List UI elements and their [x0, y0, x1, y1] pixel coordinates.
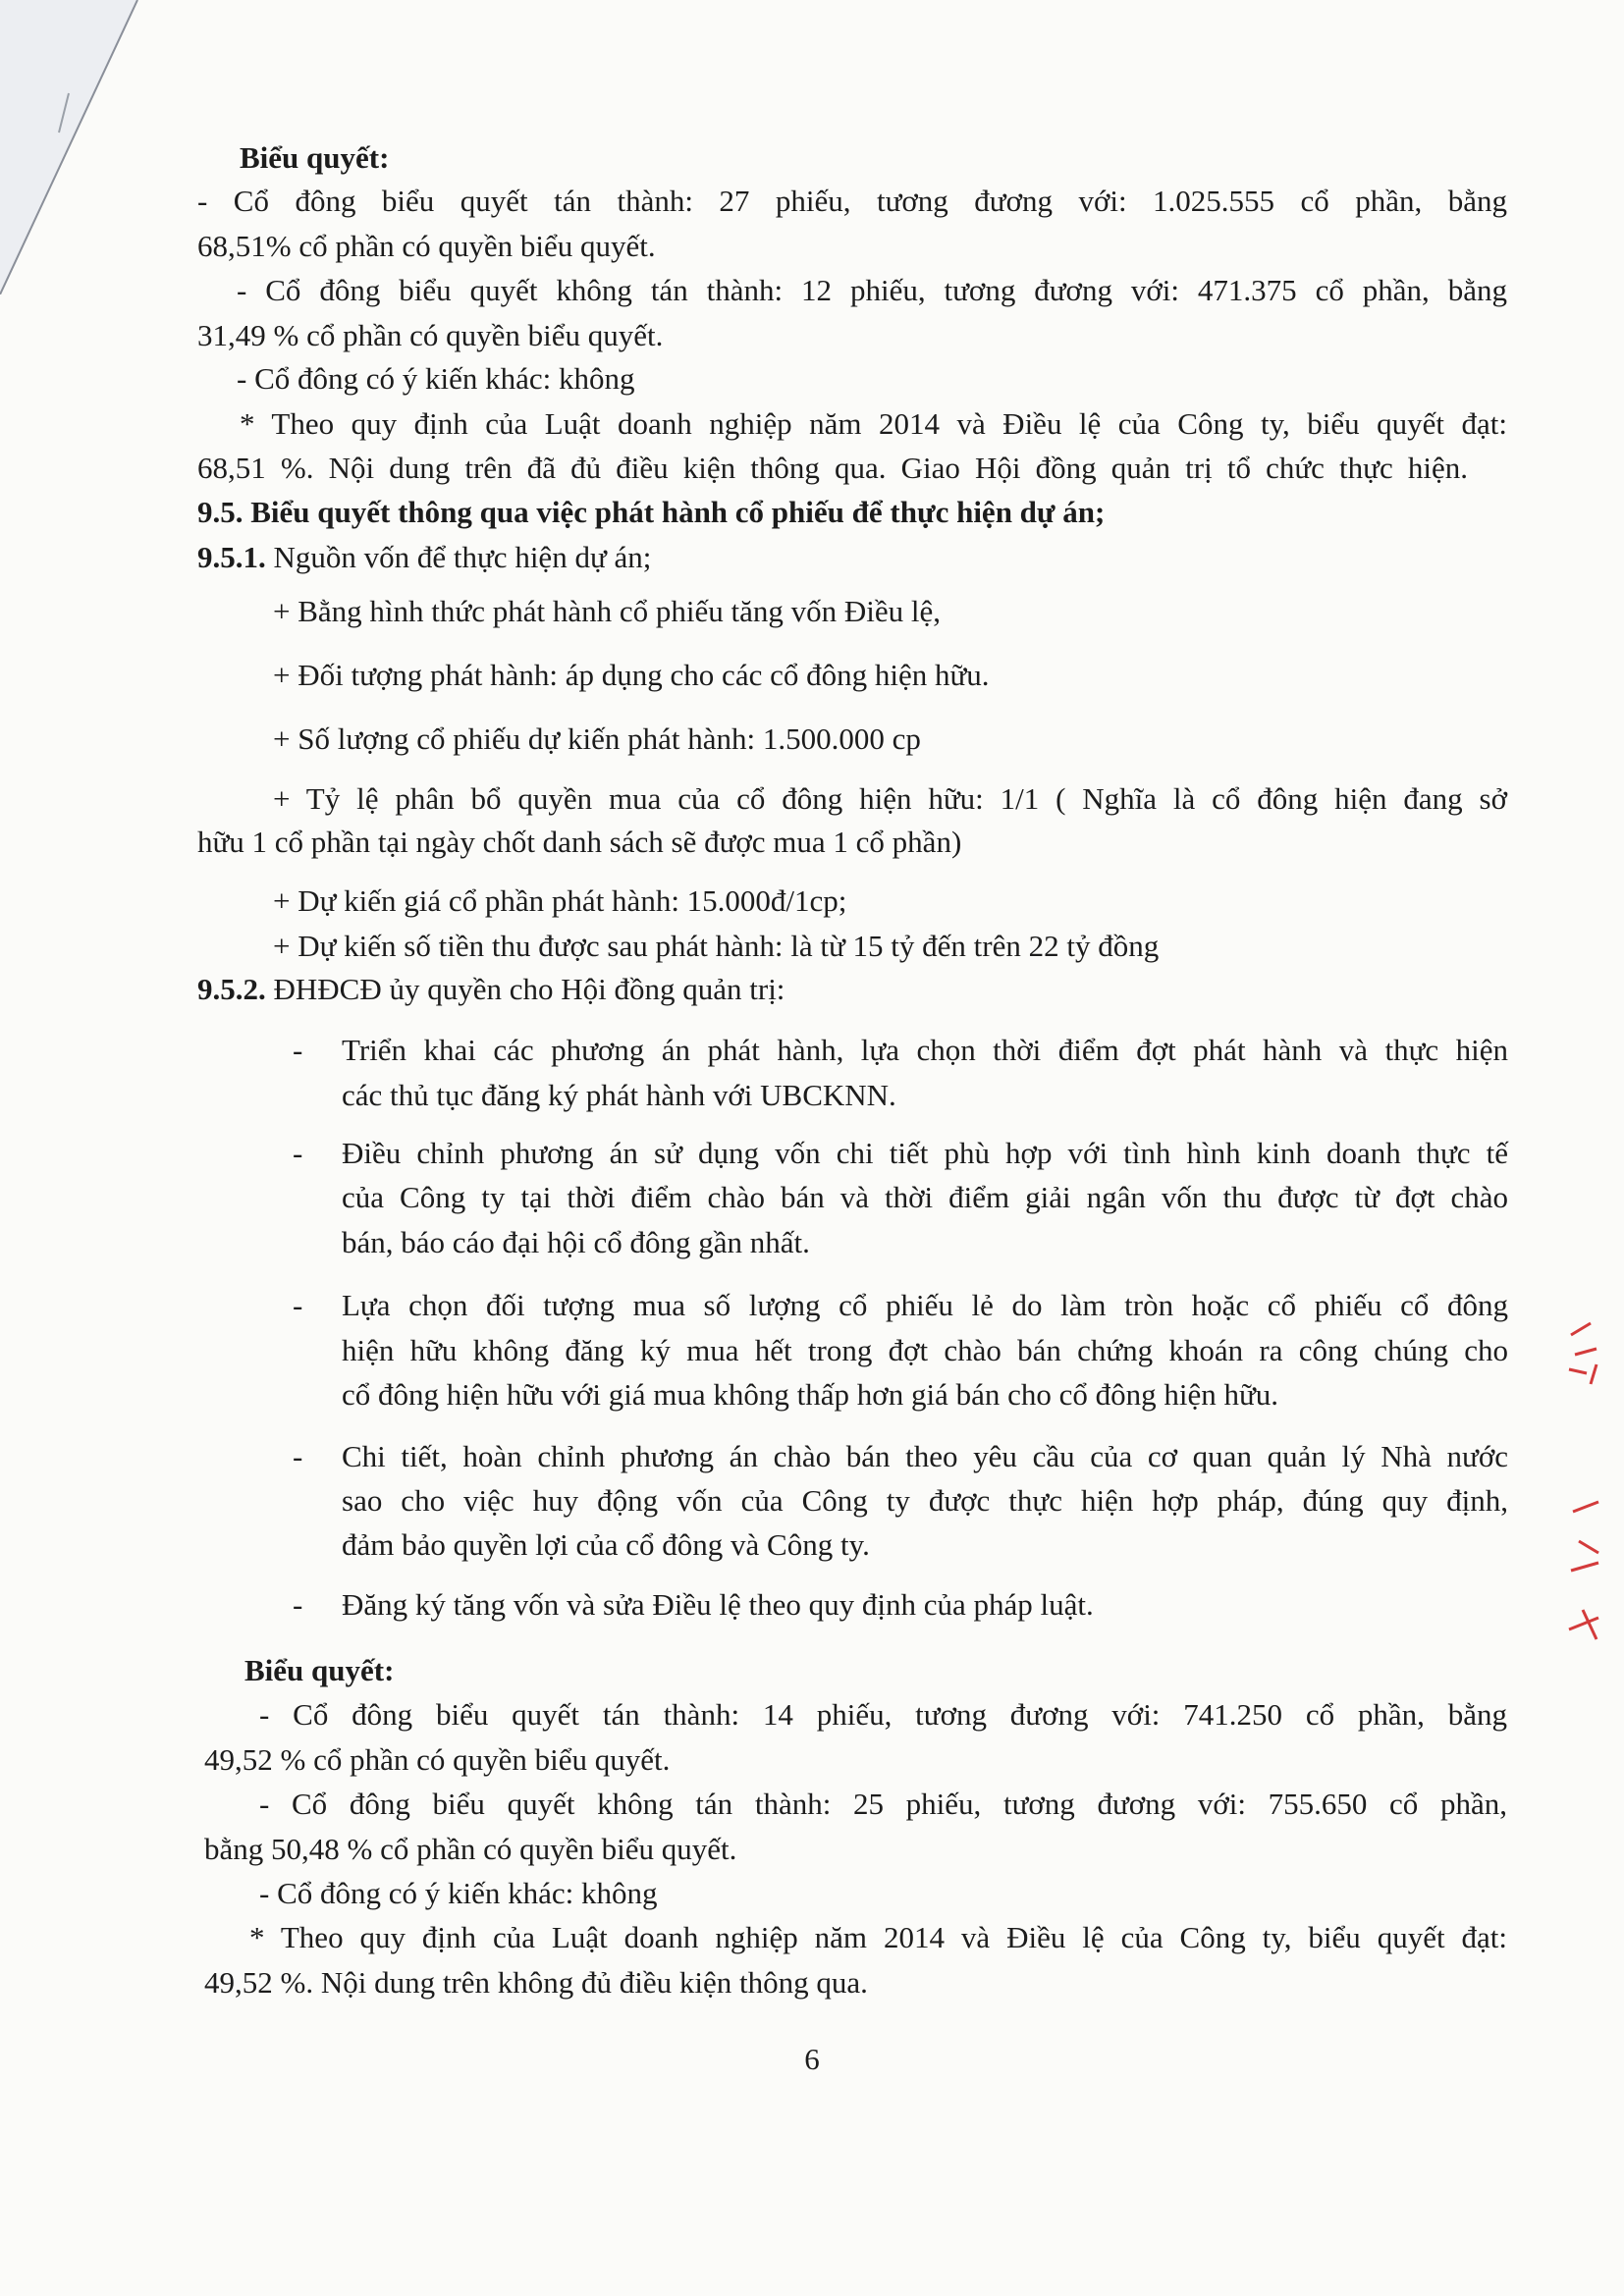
- result2-line-2: 49,52 %. Nội dung trên không đủ điều kiện thông qua.: [204, 1965, 868, 2000]
- authority-1-line-1: Triển khai các phương án phát hành, lựa chọn thời điểm đợt phát hành và thực hiện: [342, 1033, 1508, 1067]
- authority-4-line-1: Chi tiết, hoàn chỉnh phương án chào bán theo yêu cầu của cơ quan quản lý Nhà nước: [342, 1439, 1508, 1473]
- authority-4-line-2: sao cho việc huy động vốn của Công ty được thực hiện hợp pháp, đúng quy định,: [342, 1483, 1508, 1518]
- authority-3-line-2: hiện hữu không đăng ký mua hết trong đợt chào bán chứng khoán ra công chúng cho: [342, 1333, 1508, 1367]
- capital-item-2: + Đối tượng phát hành: áp dụng cho các cổ đông hiện hữu.: [273, 658, 990, 692]
- vote2-for-line-1: - Cổ đông biểu quyết tán thành: 14 phiếu, tương đương với: 741.250 cổ phần, bằng: [259, 1697, 1507, 1732]
- authority-4-line-3: đảm bảo quyền lợi của cổ đông và Công ty.: [342, 1527, 870, 1562]
- page-fold-shadow: [0, 0, 147, 294]
- section-9-5-1-heading: 9.5.1. Nguồn vốn để thực hiện dự án;: [197, 540, 652, 574]
- vote-for-line-1: - Cổ đông biểu quyết tán thành: 27 phiếu, tương đương với: 1.025.555 cổ phần, bằng: [197, 184, 1507, 218]
- authority-2-line-2: của Công ty tại thời điểm chào bán và thời điểm giải ngân vốn thu được từ đợt chào: [342, 1180, 1508, 1214]
- heading-bieu-quyet-1: Biểu quyết:: [240, 140, 390, 175]
- authority-3-line-1: Lựa chọn đối tượng mua số lượng cổ phiếu lẻ do làm tròn hoặc cổ phiếu cổ đông: [342, 1288, 1508, 1322]
- result2-line-1: * Theo quy định của Luật doanh nghiệp năm 2014 và Điều lệ của Công ty, biểu quyết đạt:: [249, 1920, 1507, 1954]
- vote-against-line-1: - Cổ đông biểu quyết không tán thành: 12 phiếu, tương đương với: 471.375 cổ phần, bằng: [237, 273, 1507, 307]
- bullet-dash-2: -: [293, 1136, 303, 1170]
- result-line-1: * Theo quy định của Luật doanh nghiệp năm 2014 và Điều lệ của Công ty, biểu quyết đạt:: [240, 406, 1507, 441]
- capital-item-6: + Dự kiến số tiền thu được sau phát hành: là từ 15 tỷ đến trên 22 tỷ đồng: [273, 929, 1160, 963]
- bullet-dash-5: -: [293, 1587, 303, 1622]
- vote2-other: - Cổ đông có ý kiến khác: không: [259, 1876, 658, 1910]
- result-line-2: 68,51 %. Nội dung trên đã đủ điều kiện thông qua. Giao Hội đồng quản trị tổ chức thực hiện.: [197, 451, 1468, 485]
- vote2-against-line-1: - Cổ đông biểu quyết không tán thành: 25 phiếu, tương đương với: 755.650 cổ phần,: [259, 1787, 1507, 1821]
- vote-other: - Cổ đông có ý kiến khác: không: [237, 361, 635, 396]
- page-number: 6: [804, 2042, 820, 2076]
- authority-2-line-1: Điều chỉnh phương án sử dụng vốn chi tiết phù hợp với tình hình kinh doanh thực tế: [342, 1136, 1508, 1170]
- capital-item-1: + Bằng hình thức phát hành cổ phiếu tăng vốn Điều lệ,: [273, 594, 941, 628]
- vote2-for-line-2: 49,52 % cổ phần có quyền biểu quyết.: [204, 1742, 671, 1777]
- vote-against-line-2: 31,49 % cổ phần có quyền biểu quyết.: [197, 318, 664, 352]
- section-9-5-2-heading: 9.5.2. ĐHĐCĐ ủy quyền cho Hội đồng quản trị:: [197, 972, 785, 1006]
- capital-item-3: + Số lượng cổ phiếu dự kiến phát hành: 1.500.000 cp: [273, 721, 921, 756]
- authority-1-line-2: các thủ tục đăng ký phát hành với UBCKNN.: [342, 1078, 896, 1112]
- vote2-against-line-2: bằng 50,48 % cổ phần có quyền biểu quyết.: [204, 1832, 737, 1866]
- authority-2-line-3: bán, báo cáo đại hội cổ đông gần nhất.: [342, 1225, 810, 1259]
- bullet-dash-4: -: [293, 1439, 303, 1473]
- authority-5: Đăng ký tăng vốn và sửa Điều lệ theo quy định của pháp luật.: [342, 1587, 1094, 1622]
- vote-for-line-2: 68,51% cổ phần có quyền biểu quyết.: [197, 229, 656, 263]
- authority-3-line-3: cổ đông hiện hữu với giá mua không thấp hơn giá bán cho cổ đông hiện hữu.: [342, 1377, 1279, 1412]
- bullet-dash-3: -: [293, 1288, 303, 1322]
- red-stamp-edge-marks: [1561, 1315, 1610, 1669]
- heading-bieu-quyet-2: Biểu quyết:: [244, 1653, 395, 1687]
- section-9-5-heading: 9.5. Biểu quyết thông qua việc phát hành cổ phiếu để thực hiện dự án;: [197, 495, 1106, 529]
- capital-item-5: + Dự kiến giá cổ phần phát hành: 15.000đ/1cp;: [273, 883, 847, 918]
- bullet-dash-1: -: [293, 1033, 303, 1067]
- capital-item-4-line-2: hữu 1 cổ phần tại ngày chốt danh sách sẽ được mua 1 cổ phần): [197, 825, 962, 859]
- capital-item-4-line-1: + Tỷ lệ phân bổ quyền mua của cổ đông hiện hữu: 1/1 ( Nghĩa là cổ đông hiện đang sở: [273, 781, 1507, 816]
